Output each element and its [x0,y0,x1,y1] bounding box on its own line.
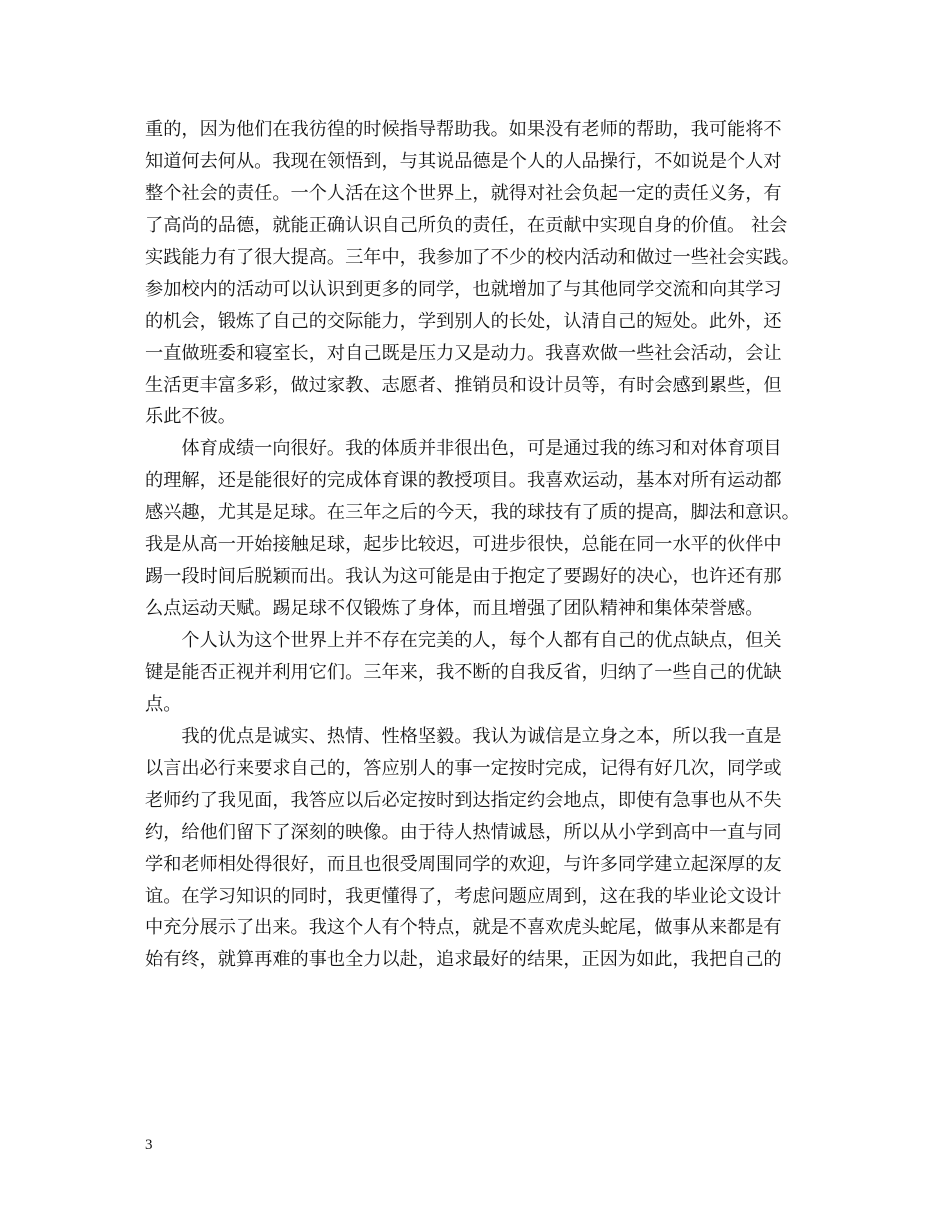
text-line: 踢一段时间后脱颖而出。我认为这可能是由于抱定了要踢好的决心，也许还有那 [145,566,782,588]
text-line: 知道何去何从。我现在领悟到，与其说品德是个人的人品操行，不如说是个人对 [145,150,782,172]
text-line: 老师约了我见面，我答应以后必定按时到达指定约会地点，即使有急事也从不失 [145,789,782,811]
text-line: 学和老师相处得很好，而且也很受周围同学的欢迎，与许多同学建立起深厚的友 [145,853,782,875]
text-line: 一直做班委和寝室长，对自己既是压力又是动力。我喜欢做一些社会活动，会让 [145,342,782,364]
text-line: 实践能力有了很大提高。三年中，我参加了不少的校内活动和做过一些社会实践。 [145,246,800,268]
page-number: 3 [145,1137,153,1153]
text-line: 点。 [145,693,182,715]
text-line: 始有终，就算再难的事也全力以赴，追求最好的结果，正因为如此，我把自己的 [145,949,782,971]
text-line: 中充分展示了出来。我这个人有个特点，就是不喜欢虎头蛇尾，做事从来都是有 [145,917,782,939]
text-line: 我的优点是诚实、热情、性格坚毅。我认为诚信是立身之本，所以我一直是 [145,725,782,747]
text-line: 乐此不彼。 [145,406,236,428]
text-line: 键是能否正视并利用它们。三年来，我不断的自我反省，归纳了一些自己的优缺 [145,661,782,683]
text-line: 感兴趣，尤其是足球。在三年之后的今天，我的球技有了质的提高，脚法和意识。 [145,502,800,524]
text-line: 整个社会的责任。一个人活在这个世界上，就得对社会负起一定的责任义务，有 [145,182,782,204]
text-line: 的机会，锻炼了自己的交际能力，学到别人的长处，认清自己的短处。此外，还 [145,310,782,332]
text-line: 约，给他们留下了深刻的映像。由于待人热情诚恳，所以从小学到高中一直与同 [145,821,782,843]
text-line: 体育成绩一向很好。我的体质并非很出色，可是通过我的练习和对体育项目 [145,438,782,460]
text-line: 了高尚的品德，就能正确认识自己所负的责任，在贡献中实现自身的价值。 社会 [145,214,788,236]
text-line: 重的，因为他们在我彷徨的时候指导帮助我。如果没有老师的帮助，我可能将不 [145,119,782,140]
text-line: 参加校内的活动可以认识到更多的同学，也就增加了与其他同学交流和向其学习 [145,278,782,300]
text-line: 谊。在学习知识的同时，我更懂得了，考虑问题应周到，这在我的毕业论文设计 [145,885,782,907]
text-line: 么点运动天赋。踢足球不仅锻炼了身体，而且增强了团队精神和集体荣誉感。 [145,598,764,620]
text-line: 我是从高一开始接触足球，起步比较迟，可进步很快，总能在同一水平的伙伴中 [145,534,782,556]
text-line: 的理解，还是能很好的完成体育课的教授项目。我喜欢运动，基本对所有运动都 [145,470,782,492]
body-text [145,114,805,976]
text-line: 个人认为这个世界上并不存在完美的人，每个人都有自己的优点缺点，但关 [145,630,782,651]
text-line: 以言出必行来要求自己的，答应别人的事一定按时完成，记得有好几次，同学或 [145,757,782,779]
text-line: 生活更丰富多彩，做过家教、志愿者、推销员和设计员等，有时会感到累些，但 [145,374,782,396]
